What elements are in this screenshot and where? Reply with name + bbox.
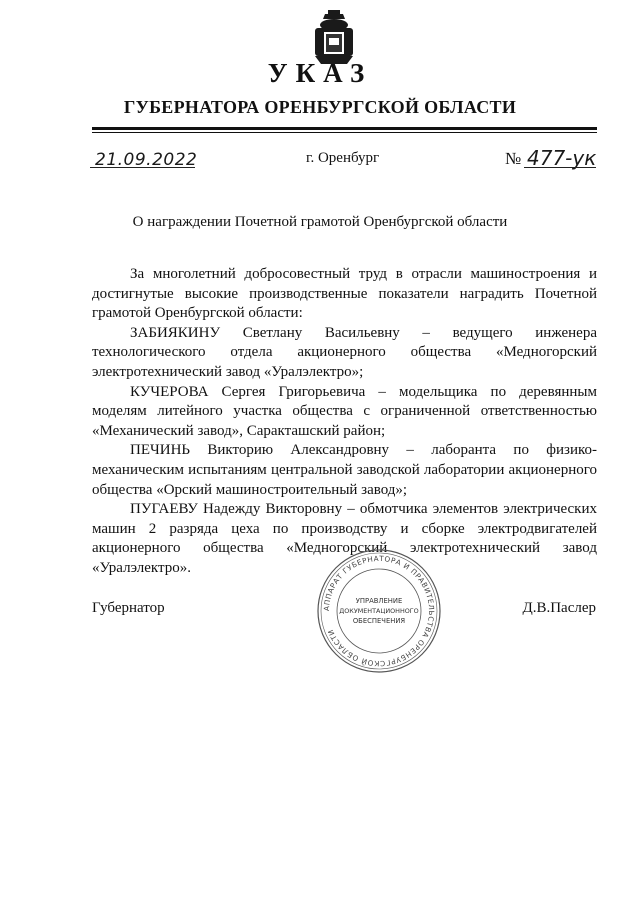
- seal-center-line-1: УПРАВЛЕНИЕ: [355, 597, 403, 605]
- body-paragraph-awardee-4: ПУГАЕВУ Надежду Викторовну – обмотчика элементов электрических машин 2 разряда цеха по производству и сборке электродвигателей акционерного общества «Медногорский электротехнический завод «Уралэлектро».: [92, 501, 597, 576]
- document-number: 477-ук: [527, 146, 597, 170]
- body-paragraph-awardee-3: ПЕЧИНЬ Викторию Александровну – лаборанта по физико-механическим испытаниям центральной заводской лаборатории акционерного общества «Орский машиностроительный завод»;: [92, 442, 597, 498]
- document-title: УКАЗ: [267, 58, 373, 88]
- body-paragraph-intro: За многолетний добросовестный труд в отрасли машиностроения и достигнутые высокие производственные показатели наградить Почетной грамотой Оренбургской области:: [92, 266, 597, 322]
- date-underline: [90, 167, 195, 168]
- header-rule-thick: [92, 127, 597, 130]
- document-number-label: №: [505, 149, 522, 168]
- seal-center-line-3: ОБЕСПЕЧЕНИЯ: [352, 617, 406, 625]
- document-subtitle: ГУБЕРНАТОРА ОРЕНБУРГСКОЙ ОБЛАСТИ: [123, 97, 517, 117]
- document-body: [92, 265, 597, 579]
- signature-name: Д.В.Паслер: [522, 600, 596, 616]
- document-date: 21.09.2022: [95, 150, 198, 170]
- document-heading: О награждении Почетной грамотой Оренбургской области: [132, 214, 508, 230]
- signature-title: Губернатор: [92, 600, 165, 616]
- document-city: г. Оренбург: [306, 150, 380, 166]
- seal-center-line-2: ДОКУМЕНТАЦИОННОГО: [339, 607, 419, 615]
- body-paragraph-awardee-2: КУЧЕРОВА Сергея Григорьевича – модельщика по деревянным моделям литейного участка общества с ограниченной ответственностью «Механический завод», Саракташский район;: [92, 383, 597, 439]
- seal-ring-text: АППАРАТ ГУБЕРНАТОРА И ПРАВИТЕЛЬСТВА ОРЕНБУРГСКОЙ ОБЛАСТИ: [321, 553, 437, 669]
- body-paragraph-awardee-1: ЗАБИЯКИНУ Светлану Васильевну – ведущего инженера технологического отдела акционерного общества «Медногорский электротехнический завод «Уралэлектро»;: [92, 324, 597, 380]
- number-underline: [524, 167, 596, 168]
- official-seal: [316, 548, 442, 674]
- header-rule-thin: [92, 132, 597, 133]
